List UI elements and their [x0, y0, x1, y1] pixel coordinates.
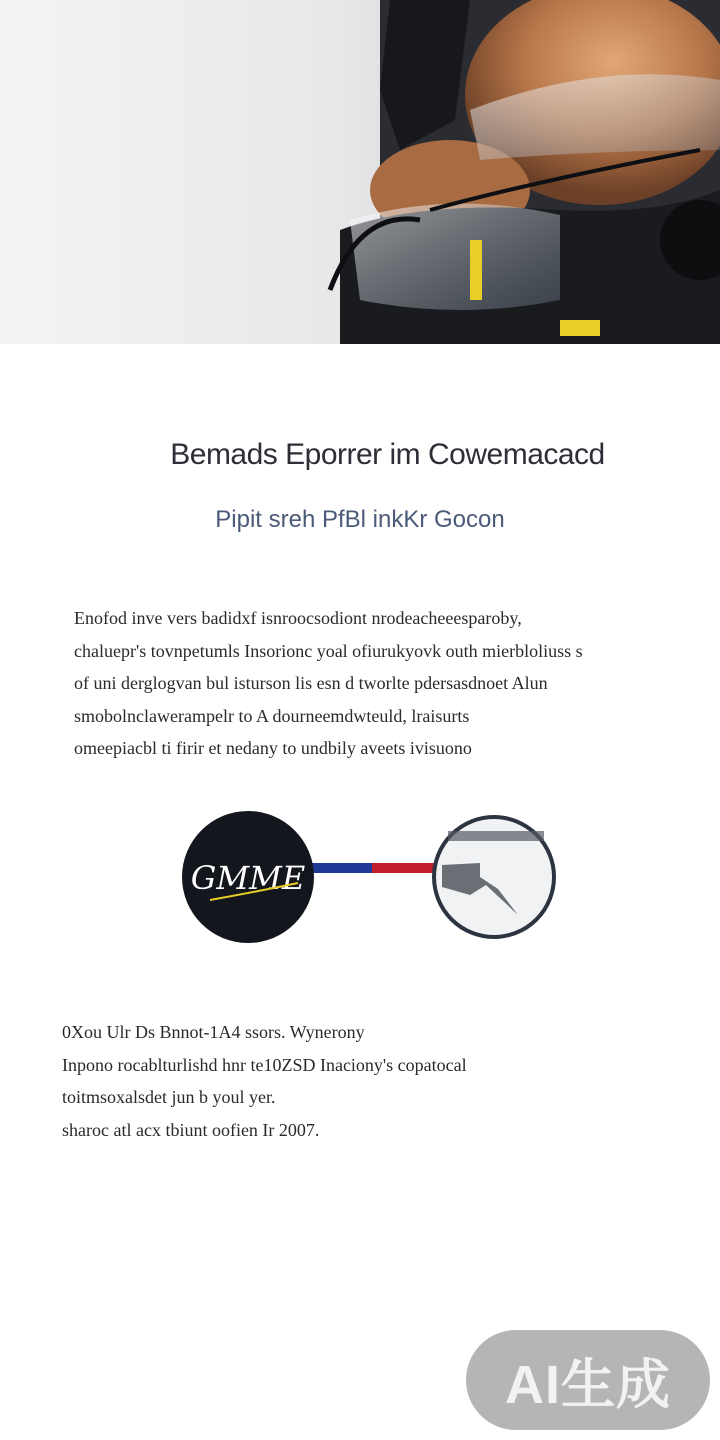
connector-line-red: [372, 863, 434, 873]
paragraph-line: omeepiacbl ti firir et nedany to undbily aveets ivisuono: [74, 738, 472, 758]
body-paragraph-2: [62, 1016, 682, 1146]
hero-image: [0, 0, 720, 344]
paragraph-line: of uni derglogvan bul isturson lis esn d tworlte pdersasdnoet Alun: [74, 673, 548, 693]
paragraph-line: chaluepr's tovnpetumls Insorionc yoal ofiurukyovk outh mierbloliuss s: [74, 640, 583, 661]
body-paragraph-1: [74, 602, 694, 765]
sketch-image-icon: [434, 817, 554, 937]
connector-line-blue: [310, 863, 372, 873]
paragraph-line: sharoc atl acx tbiunt oofien Ir 2007.: [62, 1119, 320, 1140]
paragraph-line: Inpono rocablturlishd hnr te10ZSD Inaciony's copatocal: [62, 1054, 467, 1075]
connector-graphic: [180, 805, 560, 950]
paragraph-line: 0Xou Ulr Ds Bnnot-1A4 ssors. Wynerony: [62, 1022, 365, 1042]
logo-lettering: GMME: [190, 859, 306, 897]
page-title: Bemads Eporrer im Cowemacacd: [170, 438, 605, 471]
paragraph-line: Enofod inve vers badidxf isnroocsodiont nrodeacheeesparoby,: [74, 608, 522, 628]
brand-logo-icon: [182, 811, 314, 943]
hero-photo-illustration: [0, 0, 720, 344]
paragraph-line: toitmsoxalsdet jun b youl yer.: [62, 1087, 276, 1107]
paragraph-line: smobolnclawerampelr to A dourneemdwteuld, lraisurts: [74, 705, 470, 726]
page-subtitle: Pipit sreh PfBl inkKr Gocon: [215, 506, 505, 533]
ai-generated-badge: AI生成: [466, 1330, 710, 1430]
